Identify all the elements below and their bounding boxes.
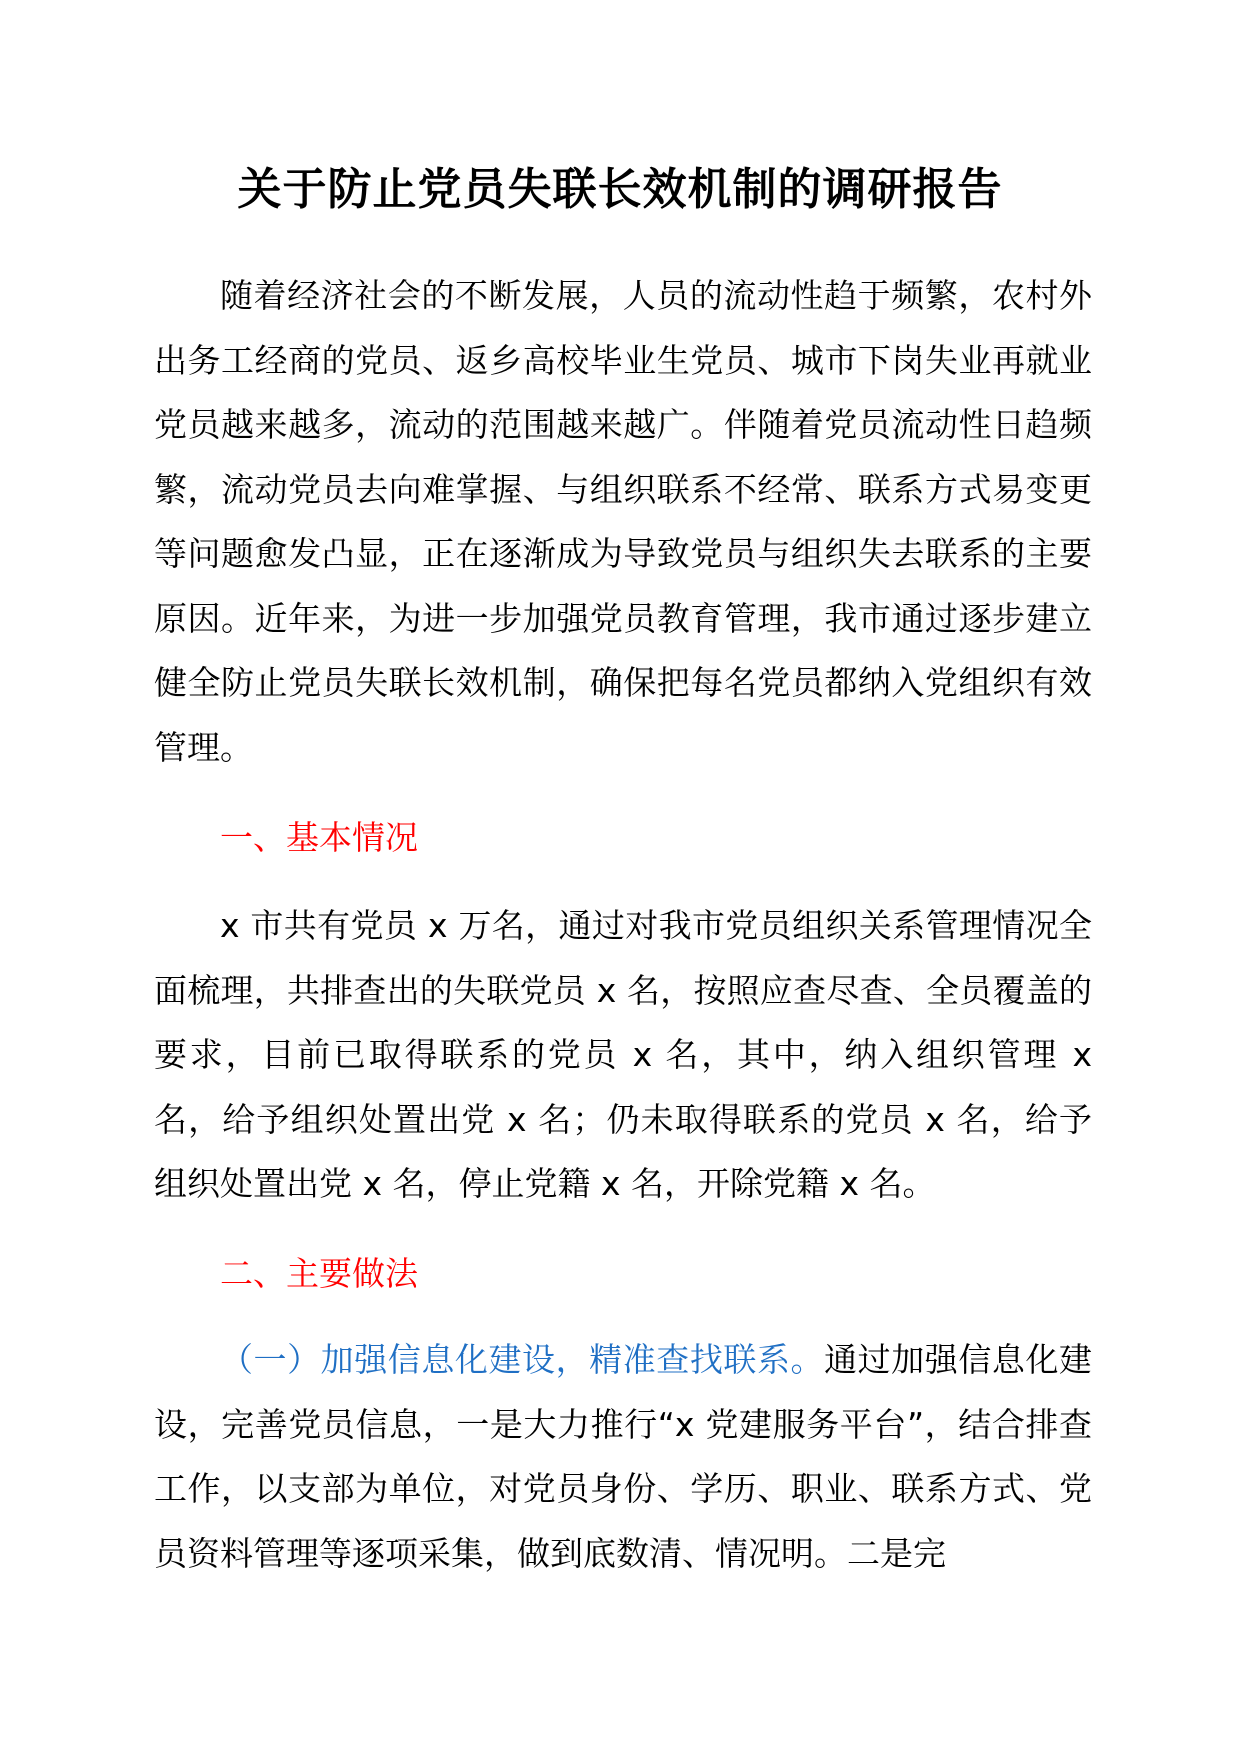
subheading-informatization: （一）加强信息化建设，精准查找联系。 (220, 1340, 825, 1379)
intro-paragraph: 随着经济社会的不断发展，人员的流动性趋于频繁，农村外出务工经商的党员、返乡高校毕业生党员、城市下岗失业再就业党员越来越多，流动的范围越来越广。伴随着党员流动性日趋频繁，流动党员去向难掌握、与组织联系不经常、联系方式易变更等问题愈发凸显，正在逐渐成为导致党员与组织失去联系的主要原因。近年来，为进一步加强党员教育管理，我市通过逐步建立健全防止党员失联长效机制，确保把每名党员都纳入党组织有效管理。 (154, 276, 1092, 767)
section-heading-basic-situation: 一、基本情况 (220, 818, 418, 857)
document-title: 关于防止党员失联长效机制的调研报告 (237, 164, 1003, 215)
practice-paragraph-1-text: 通过加强信息化建设，完善党员信息，一是大力推行“x 党建服务平台”，结合排查工作，以支部为单位，对党员身份、学历、职业、联系方式、党员资料管理等逐项采集，做到底数清、情况明。二是完 (154, 1340, 1093, 1573)
basic-situation-paragraph: x 市共有党员 x 万名，通过对我市党员组织关系管理情况全面梳理，共排查出的失联党员 x 名，按照应查尽查、全员覆盖的要求，目前已取得联系的党员 x 名，其中，纳入组织管理 x 名，给予组织处置出党 x 名；仍未取得联系的党员 x 名，给予组织处置出党 x 名，停止党籍 x 名，开除党籍 x 名。 (154, 906, 1092, 1203)
section-heading-main-practices: 二、主要做法 (220, 1254, 418, 1293)
practice-paragraph-1 (154, 1328, 1092, 1586)
